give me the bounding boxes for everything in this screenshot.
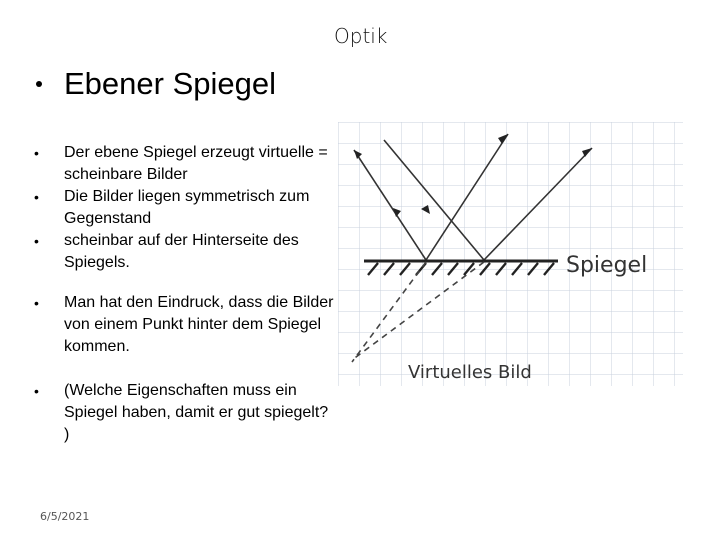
bullet-text: Der ebene Spiegel erzeugt virtuelle = scheinbare Bilder: [64, 144, 328, 183]
slide-title: [36, 66, 276, 102]
bullet-text: scheinbar auf der Hinterseite des Spiegels.: [64, 232, 299, 271]
mirror-diagram: [338, 122, 683, 386]
virtual-image-label: Virtuelles Bild: [408, 362, 532, 383]
bullet-text: Man hat den Eindruck, dass die Bilder von einem Punkt hinter dem Spiegel kommen.: [64, 294, 334, 355]
bullet-marker: •: [34, 145, 39, 161]
bullet-marker: •: [34, 233, 39, 249]
bullet-marker: •: [34, 383, 39, 399]
bullet-marker: •: [34, 295, 39, 311]
bullet-item: [34, 186, 334, 230]
title-text: Ebener Spiegel: [64, 66, 276, 101]
bullet-item: [34, 142, 334, 186]
header-label: Optik: [334, 24, 388, 48]
title-bullet: [36, 81, 42, 87]
bullet-text: Die Bilder liegen symmetrisch zum Gegenstand: [64, 188, 310, 227]
mirror-label: Spiegel: [566, 253, 648, 278]
bullet-item: [34, 292, 334, 358]
bullet-item: [34, 380, 334, 446]
bullet-item: [34, 230, 334, 274]
bullet-text: (Welche Eigenschaften muss ein Spiegel haben, damit er gut spiegelt? ): [64, 382, 329, 443]
footer-date: 6/5/2021: [40, 510, 90, 523]
bullet-marker: •: [34, 189, 39, 205]
